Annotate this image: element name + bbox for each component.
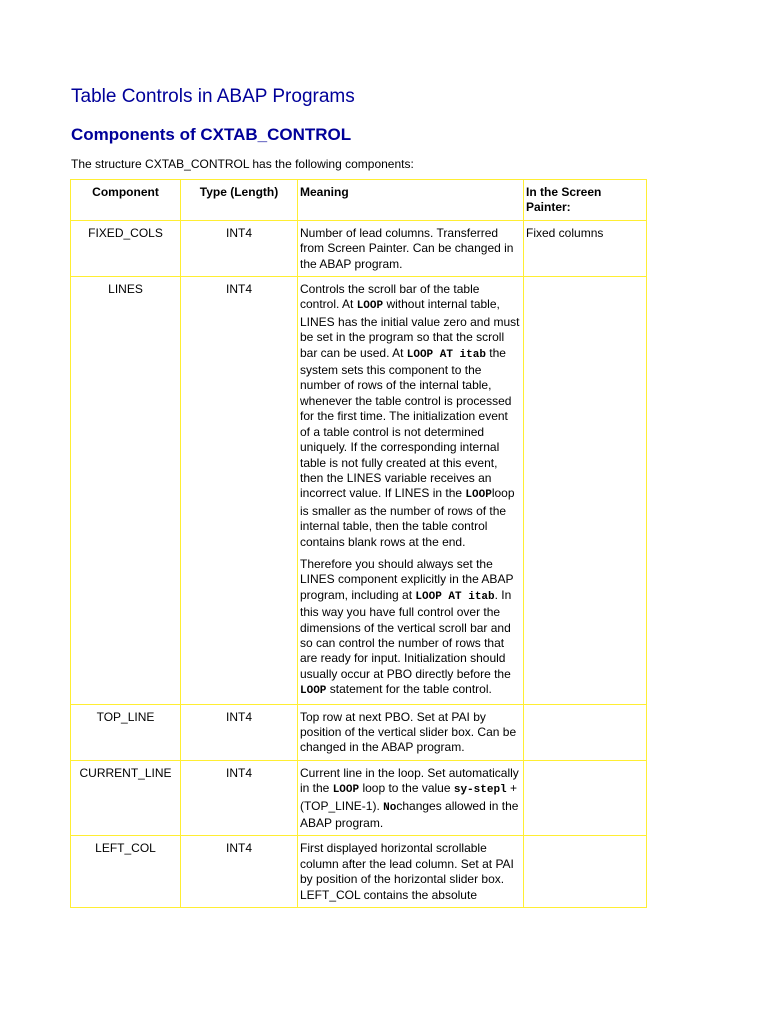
cell-type: INT4 — [181, 760, 298, 836]
text-run: loop to the value — [359, 781, 454, 796]
code-keyword: LOOP AT itab — [415, 590, 495, 603]
table-row — [71, 836, 647, 908]
cell-screen-painter — [524, 277, 647, 705]
text-run: statement for the table control. — [326, 682, 492, 697]
code-keyword: sy-stepl — [453, 784, 507, 797]
header-meaning: Meaning — [298, 180, 524, 221]
meaning-paragraph — [300, 557, 521, 700]
text-run: loop is smaller as the number of rows of the internal table, then the table control contains blank rows at the end. — [300, 486, 515, 549]
section-heading: Components of CXTAB_CONTROL — [71, 125, 352, 144]
table-row — [71, 277, 647, 705]
cell-component: FIXED_COLS — [71, 220, 181, 276]
cell-component: CURRENT_LINE — [71, 760, 181, 836]
header-component: Component — [71, 180, 181, 221]
text-run: without internal table, LINES has the initial value zero and must be set in the program so that the scroll bar can be used. At — [300, 297, 520, 360]
page-title: Table Controls in ABAP Programs — [71, 86, 355, 107]
cell-component: LINES — [71, 277, 181, 705]
cell-meaning — [298, 760, 524, 836]
code-keyword: LOOP — [332, 784, 360, 797]
header-screen-painter: In the Screen Painter: — [524, 180, 647, 221]
code-keyword: LOOP — [465, 489, 492, 502]
header-type: Type (Length) — [181, 180, 298, 221]
table-header-row — [71, 180, 647, 221]
cell-type: INT4 — [181, 704, 298, 760]
cell-type: INT4 — [181, 277, 298, 705]
text-run: the system sets this component to the number of rows of the internal table, whenever the table control is processed for the first time. The initialization event of a table control is not determined uniquely. If the corresponding internal table is not fully created at this event, then the LINES variable receives an incorrect value. If LINES in the — [300, 345, 512, 501]
code-keyword: No — [383, 801, 397, 814]
table-row — [71, 760, 647, 836]
text-run: Current line in the loop. Set automatically in the — [300, 765, 519, 796]
table-row — [71, 704, 647, 760]
text-run: Therefore you should always set the LINES component explicitly in the ABAP program, including at — [300, 556, 514, 602]
components-table — [70, 179, 647, 908]
meaning-paragraph — [300, 282, 521, 550]
cell-meaning: Top row at next PBO. Set at PAI by position of the vertical slider box. Can be changed in the ABAP program. — [298, 704, 524, 760]
text-run: Controls the scroll bar of the table control. At — [300, 282, 480, 312]
code-keyword: LOOP — [300, 685, 327, 698]
cell-type: INT4 — [181, 836, 298, 908]
text-run: . In this way you have full control over the dimensions of the vertical scroll bar and so can control the number of rows that are ready for input. Initialization should usually occur at PBO directly before the — [300, 587, 512, 681]
cell-screen-painter — [524, 704, 647, 760]
cell-screen-painter — [524, 760, 647, 836]
cell-meaning — [298, 277, 524, 705]
table-row — [71, 220, 647, 276]
code-keyword: LOOP AT itab — [406, 348, 486, 361]
cell-meaning: Number of lead columns. Transferred from Screen Painter. Can be changed in the ABAP program. — [298, 220, 524, 276]
cell-component: TOP_LINE — [71, 704, 181, 760]
cell-meaning: First displayed horizontal scrollable column after the lead column. Set at PAI by position of the horizontal slider box. LEFT_COL contains the absolute — [298, 836, 524, 908]
text-run: +(TOP_LINE-1). — [300, 781, 517, 813]
cell-type: INT4 — [181, 220, 298, 276]
cell-screen-painter — [524, 836, 647, 908]
text-run: changes allowed in the ABAP program. — [300, 798, 519, 831]
cell-screen-painter: Fixed columns — [524, 220, 647, 276]
intro-text: The structure CXTAB_CONTROL has the following components: — [71, 157, 414, 171]
cell-component: LEFT_COL — [71, 836, 181, 908]
code-keyword: LOOP — [356, 300, 384, 313]
